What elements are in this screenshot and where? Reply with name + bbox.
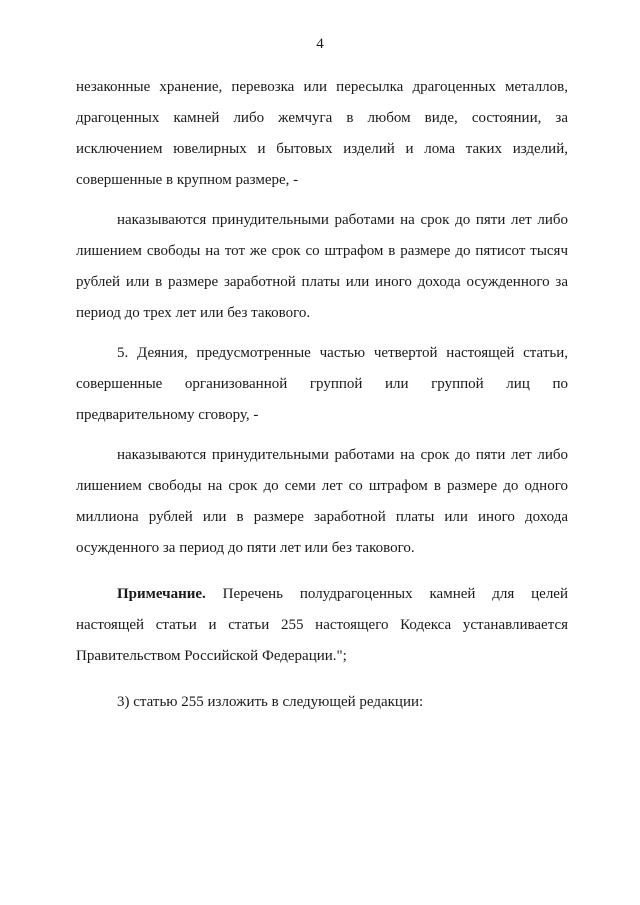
paragraph-note [76,579,568,672]
paragraph-part-5: 5. Деяния, предусмотренные частью четвертой настоящей статьи, совершенные организованной группой или группой лиц по предварительному сговору, - [76,345,568,423]
page-number: 4 [316,36,324,52]
note-text: Перечень полудрагоценных камней для целей настоящей статьи и статьи 255 настоящего Кодекса устанавливается Правительством Российской Федерации."; [76,586,568,664]
note-label: Примечание. [117,586,206,602]
document-body [76,72,568,718]
paragraph-punishment-2: наказываются принудительными работами на срок до пяти лет либо лишением свободы на срок до семи лет со штрафом в размере до одного миллиона рублей или в размере заработной платы или иного дохода осужденного за период до пяти лет или без такового. [76,447,568,556]
paragraph-punishment-1: наказываются принудительными работами на срок до пяти лет либо лишением свободы на тот же срок со штрафом в размере до пятисот тысяч рублей или в размере заработной платы или иного дохода осужденного за период до трех лет или без такового. [76,212,568,321]
paragraph-article-255: 3) статью 255 изложить в следующей редакции: [117,694,424,710]
paragraph-unlawful-storage: незаконные хранение, перевозка или пересылка драгоценных металлов, драгоценных камней либо жемчуга в любом виде, состоянии, за исключением ювелирных и бытовых изделий и лома таких изделий, совершенные в крупном размере, - [76,79,568,188]
